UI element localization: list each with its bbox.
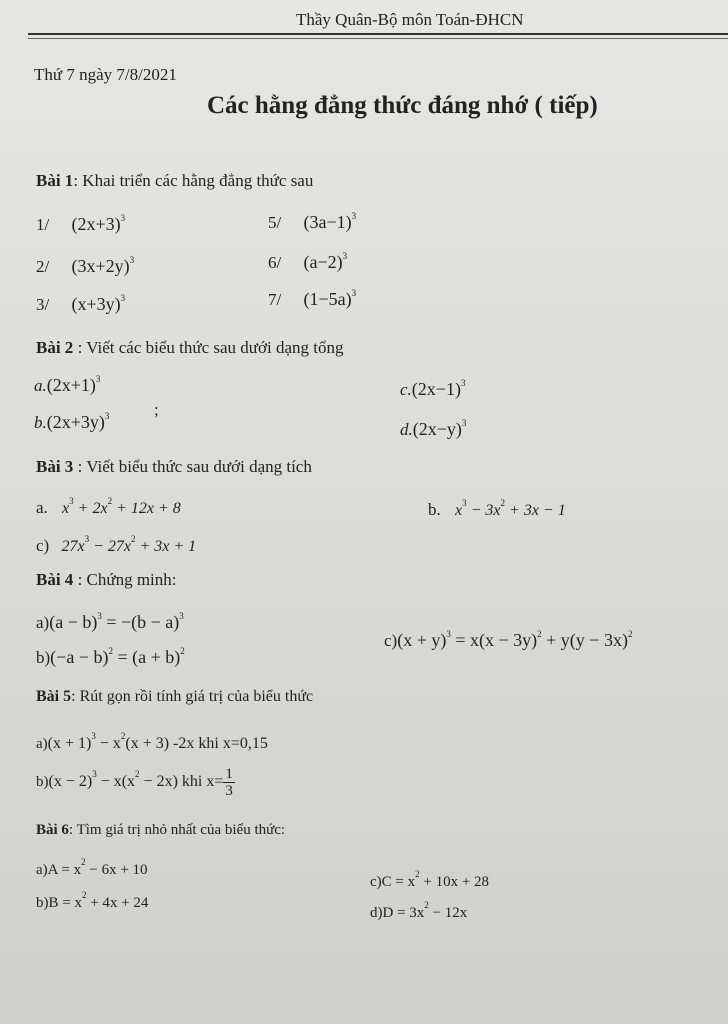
bai4-item-b: $b)(-a - b)^2 = (a + b)^2$: [36, 646, 185, 667]
bai6-item-b: $b)B = x^2 + 4x + 24$: [36, 890, 149, 911]
bai3-item-c: c) $27x^3 - 27x^2 + 3x + 1$: [36, 534, 197, 555]
bai1-heading: Bài 1: Khai triển các hằng đẳng thức sau: [36, 171, 314, 190]
bai4-heading: Bài 4 : Chứng minh:: [36, 570, 177, 589]
bai2-separator: ;: [154, 400, 159, 419]
bai2-heading: Bài 2 : Viết các biểu thức sau dưới dạng tổng: [36, 338, 344, 357]
bai1-item-7: 7/ $(1-5a)^3$: [268, 288, 357, 309]
bai5-item-b: $b)(x - 2)^3 - x(x^2 - 2x)$ khi x= $\frac{1}{3}$: [36, 766, 233, 799]
bai6-item-d: $d)D = 3x^2 - 12x$: [370, 900, 468, 921]
header-author: Thầy Quân-Bộ môn Toán-ĐHCN: [296, 10, 524, 29]
bai3-item-b: b. $x^3 - 3x^2 + 3x - 1$: [428, 498, 566, 519]
header-rule: [28, 33, 728, 35]
bai2-item-d: $d.(2x-y)^3$: [400, 418, 467, 439]
bai2-item-b: $b.(2x+3y)^3$: [34, 411, 110, 432]
bai2-item-c: $c.(2x-1)^3$: [400, 378, 466, 399]
page-title: Các hằng đẳng thức đáng nhớ ( tiếp): [207, 92, 598, 119]
bai6-heading: Bài 6: Tìm giá trị nhỏ nhất của biểu thức:: [36, 822, 286, 838]
bai6-item-c: $c)C = x^2 + 10x + 28$: [370, 869, 490, 890]
bai1-item-3: 3/ $(x+3y)^3$: [36, 293, 126, 314]
bai3-item-a: a. $x^3 + 2x^2 + 12x + 8$: [36, 496, 181, 517]
bai5-item-a: $a)(x + 1)^3 - x^2(x + 3)$ -2x khi x=0,15: [36, 731, 268, 752]
bai1-item-2: 2/ $(3x+2y)^3$: [36, 255, 135, 276]
date: Thứ 7 ngày 7/8/2021: [34, 65, 177, 84]
bai2-item-a: $a.(2x+1)^3$: [34, 374, 101, 395]
bai5-heading: Bài 5: Rút gọn rồi tính giá trị của biểu thức: [36, 688, 314, 705]
bai1-item-1: 1/ $(2x+3)^3$: [36, 213, 126, 234]
bai1-item-5: 5/ $(3a-1)^3$: [268, 211, 357, 232]
bai4-item-a: $a)(a - b)^3 = -(b - a)^3$: [36, 611, 184, 632]
bai1-item-6: 6/ $(a-2)^3$: [268, 251, 348, 272]
bai3-heading: Bài 3 : Viết biểu thức sau dưới dạng tích: [36, 457, 312, 476]
bai6-item-a: $a)A = x^2 - 6x + 10$: [36, 857, 148, 878]
fraction-one-third: $\frac{1}{3}$: [225, 766, 233, 799]
bai4-item-c: $c)(x + y)^3 = x(x - 3y)^2 + y(y - 3x)^2$: [384, 629, 633, 650]
header-rule-thin: [28, 38, 728, 39]
